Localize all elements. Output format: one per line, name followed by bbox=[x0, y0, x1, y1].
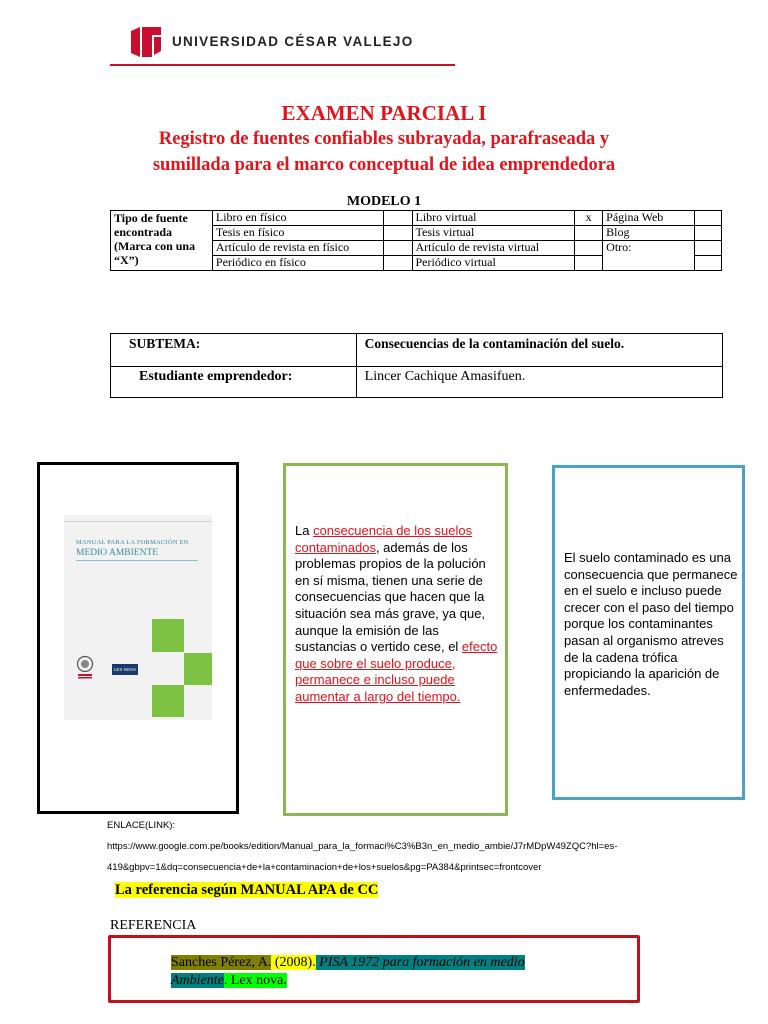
source-option: Periódico virtual bbox=[412, 256, 575, 271]
publisher-seal-icon bbox=[76, 655, 94, 681]
reference-author: Sanches Pérez, A. bbox=[171, 955, 272, 970]
source-checkbox[interactable] bbox=[383, 226, 412, 241]
source-option: Libro en físico bbox=[212, 211, 383, 226]
source-checkbox[interactable] bbox=[383, 211, 412, 226]
link-url-line-2[interactable]: 419&gbpv=1&dq=consecuencia+de+la+contaminacion+de+los+suelos&pg=PA384&printsec=frontcover bbox=[107, 862, 542, 873]
exam-subtitle bbox=[0, 126, 768, 178]
source-checkbox[interactable] bbox=[575, 256, 603, 271]
source-checkbox[interactable] bbox=[695, 241, 722, 256]
quote-text: La consecuencia de los suelos contaminados, además de los problemas propios de la polución en sí misma, tienen una serie de consecuencias que hacen que la situación sea más grave, ya que, aunque la emisión de las sustancias o vertido cese, el efecto que sobre el suelo produce, permanece e incluso puede aumentar a largo del tiempo. bbox=[295, 523, 498, 704]
subtitle-line-1: Registro de fuentes confiables subrayada, parafraseada y bbox=[158, 129, 610, 149]
student-value: Lincer Cachique Amasifuen. bbox=[356, 367, 722, 398]
cover-title-line-1: MANUAL PARA LA FORMACIÓN EN bbox=[76, 539, 189, 546]
subtema-value: Consecuencias de la contaminación del suelo. bbox=[356, 334, 722, 367]
source-checkbox[interactable] bbox=[383, 256, 412, 271]
cover-green-square bbox=[152, 685, 184, 717]
source-option: Otro: bbox=[603, 241, 695, 271]
link-label: ENLACE(LINK): bbox=[107, 820, 176, 831]
cover-green-square bbox=[152, 619, 184, 652]
student-label: Estudiante emprendedor: bbox=[111, 367, 357, 398]
source-option: Periódico en físico bbox=[212, 256, 383, 271]
exam-title: EXAMEN PARCIAL I bbox=[281, 101, 487, 125]
quote-box bbox=[283, 463, 508, 816]
source-option: Artículo de revista virtual bbox=[412, 241, 575, 256]
source-checkbox[interactable] bbox=[695, 256, 722, 271]
reference-title: PISA 1972 para formación en medio bbox=[315, 955, 525, 970]
book-cover-frame bbox=[37, 462, 239, 814]
source-checkbox[interactable] bbox=[575, 226, 603, 241]
model-label: MODELO 1 bbox=[346, 194, 422, 209]
paraphrase-box bbox=[552, 465, 745, 800]
cover-title-line-2: MEDIO AMBIENTE bbox=[76, 548, 159, 558]
source-checkbox[interactable] bbox=[695, 226, 722, 241]
quote-highlight-1: consecuencia de los suelos contaminados bbox=[295, 523, 473, 555]
university-logo-icon bbox=[131, 27, 161, 57]
source-checkbox[interactable] bbox=[383, 241, 412, 256]
source-option: Página Web bbox=[603, 211, 695, 226]
reference-box bbox=[108, 935, 640, 1003]
source-checkbox[interactable] bbox=[575, 241, 603, 256]
source-type-header: Tipo de fuente encontrada (Marca con una “X”) bbox=[111, 211, 213, 271]
book-cover-image bbox=[64, 515, 212, 720]
reference-text bbox=[171, 954, 591, 990]
apa-heading: La referencia según MANUAL APA de CC bbox=[115, 882, 379, 898]
paraphrase-text: El suelo contaminado es una consecuencia que permanece en el suelo e incluso puede crecer con el paso del tiempo porque los contaminantes pasan al organismo atreves de la cadena trófica propiciando la aparición de enfermedades. bbox=[564, 550, 738, 698]
subtema-label: SUBTEMA: bbox=[111, 334, 357, 367]
referencia-label: REFERENCIA bbox=[110, 918, 197, 933]
subtitle-line-2: sumillada para el marco conceptual de idea emprendedora bbox=[152, 155, 616, 175]
quote-highlight-2: efecto que sobre el suelo produce, permanece e incluso puede aumentar a largo del tiempo. bbox=[295, 639, 498, 704]
source-checkbox[interactable] bbox=[695, 211, 722, 226]
source-type-table bbox=[110, 210, 722, 271]
cover-title-rule bbox=[76, 560, 198, 561]
header-divider bbox=[110, 64, 455, 66]
reference-title-cont: Ambiente bbox=[171, 973, 224, 988]
cover-green-square bbox=[184, 653, 212, 685]
source-option: Artículo de revista en físico bbox=[212, 241, 383, 256]
reference-publisher: . Lex nova. bbox=[223, 973, 287, 988]
link-url-line-1[interactable]: https://www.google.com.pe/books/edition/Manual_para_la_formaci%C3%B3n_en_medio_ambie/J7rMDpW49ZQC?hl=es- bbox=[107, 841, 618, 852]
reference-year: (2008). bbox=[271, 955, 316, 970]
link-section bbox=[107, 815, 747, 878]
source-checkbox-marked[interactable]: x bbox=[575, 211, 603, 226]
publisher-logo: LEX NOVA bbox=[112, 664, 138, 675]
source-option: Blog bbox=[603, 226, 695, 241]
cover-rule bbox=[64, 521, 212, 522]
subtema-table bbox=[110, 333, 723, 398]
university-name: UNIVERSIDAD CÉSAR VALLEJO bbox=[172, 34, 414, 49]
source-option: Tesis en físico bbox=[212, 226, 383, 241]
source-option: Tesis virtual bbox=[412, 226, 575, 241]
source-option: Libro virtual bbox=[412, 211, 575, 226]
